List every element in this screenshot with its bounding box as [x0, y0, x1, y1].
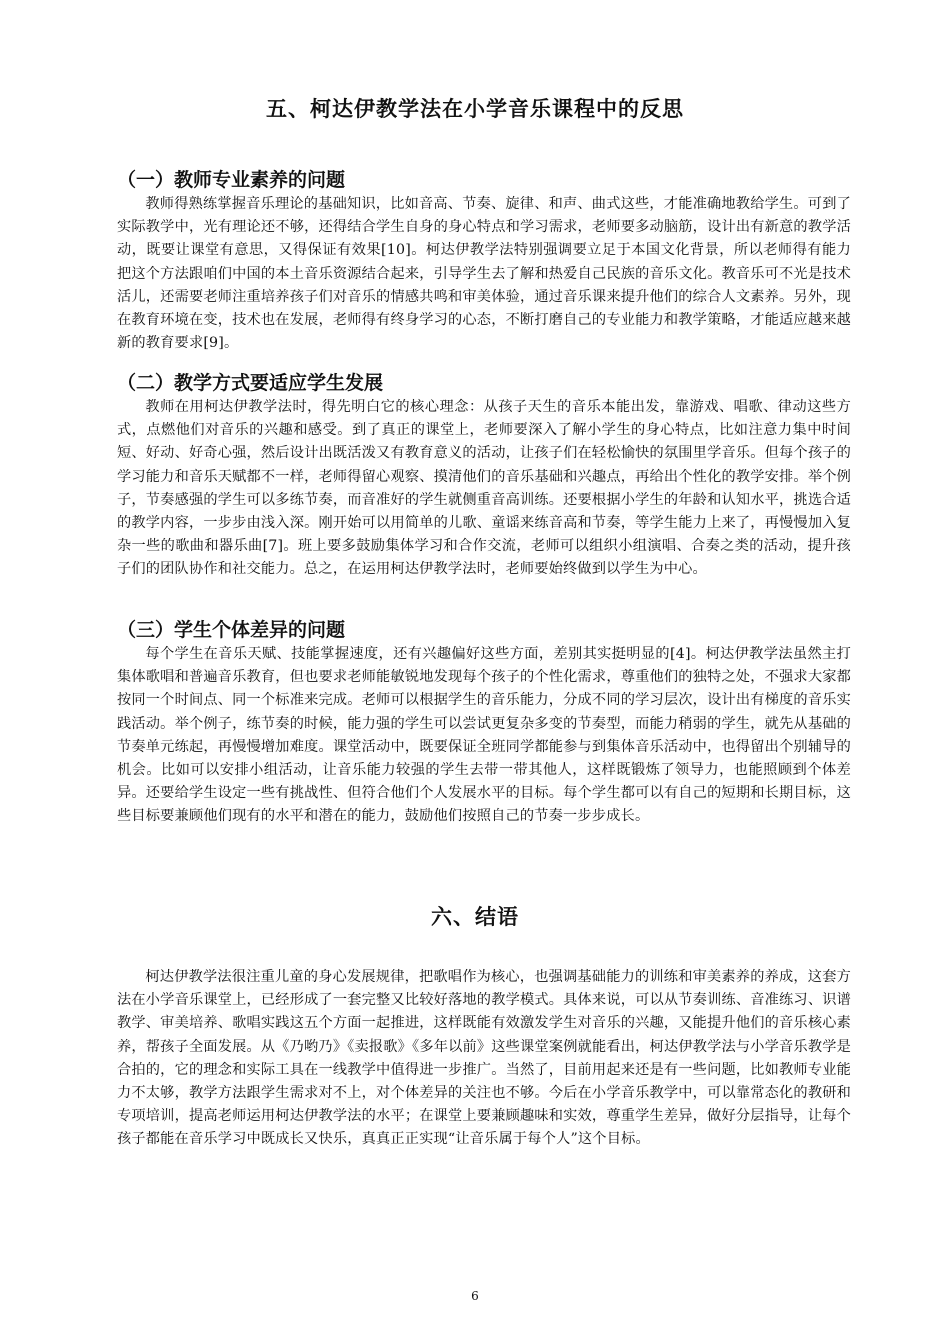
section-2-heading: （二）教学方式要适应学生发展	[117, 372, 384, 394]
conclusion-paragraph: 柯达伊教学法很注重儿童的身心发展规律，把歌唱作为核心，也强调基础能力的训练和审美素养的养成，这套方法在小学音乐课堂上，已经形成了一套完整又比较好落地的教学模式。具体来说，可以从节奏训练、音准练习、识谱教学、审美培养、歌唱实践这五个方面一起推进，这样既能有效激发学生对音乐的兴趣，又能提升他们的音乐核心素养，帮孩子全面发展。从《乃哟乃》《卖报歌》《多年以前》这些课堂案例就能看出，柯达伊教学法与小学音乐教学是合拍的，它的理念和实际工具在一线教学中值得进一步推广。当然了，目前用起来还是有一些问题，比如教师专业能力不太够，教学方法跟学生需求对不上，对个体差异的关注也不够。今后在小学音乐教学中，可以靠常态化的教研和专项培训，提高老师运用柯达伊教学法的水平；在课堂上要兼顾趣味和实效，尊重学生差异，做好分层指导，让每个孩子都能在音乐学习中既成长又快乐，真真正正实现“让音乐属于每个人”这个目标。	[117, 969, 851, 1148]
page-number: 6	[471, 1289, 479, 1303]
section-2-paragraph: 教师在用柯达伊教学法时，得先明白它的核心理念：从孩子天生的音乐本能出发，靠游戏、唱歌、律动这些方式，点燃他们对音乐的兴趣和感受。到了真正的课堂上，老师要深入了解小学生的身心特点，比如注意力集中时间短、好动、好奇心强，然后设计出既活泼又有教育意义的活动，让孩子们在轻松愉快的氛围里学音乐。但每个孩子的学习能力和音乐天赋都不一样，老师得留心观察、摸清他们的音乐基础和兴趣点，再给出个性化的教学安排。举个例子，节奏感强的学生可以多练节奏，而音准好的学生就侧重音高训练。还要根据小学生的年龄和认知水平，挑选合适的教学内容，一步步由浅入深。刚开始可以用简单的儿歌、童谣来练音高和节奏，等学生能力上来了，再慢慢加入复杂一些的歌曲和器乐曲[7]。班上要多鼓励集体学习和合作交流，老师可以组织小组演唱、合奏之类的活动，提升孩子们的团队协作和社交能力。总之，在运用柯达伊教学法时，老师要始终做到以学生为中心。	[117, 399, 851, 578]
section-1-heading: （一）教师专业素养的问题	[117, 169, 346, 191]
section-1-paragraph: 教师得熟练掌握音乐理论的基础知识，比如音高、节奏、旋律、和声、曲式这些，才能准确地教给学生。可到了实际教学中，光有理论还不够，还得结合学生自身的身心特点和学习需求，老师要多动脑筋，设计出有新意的教学活动，既要让课堂有意思，又得保证有效果[10]。柯达伊教学法特别强调要立足于本国文化背景，所以老师得有能力把这个方法跟咱们中国的本土音乐资源结合起来，引导学生去了解和热爱自己民族的音乐文化。教音乐可不光是技术活儿，还需要老师注重培养孩子们对音乐的情感共鸣和审美体验，通过音乐课来提升他们的综合人文素养。另外，现在教育环境在变，技术也在发展，老师得有终身学习的心态，不断打磨自己的专业能力和教学策略，才能适应越来越新的教育要求[9]。	[117, 196, 851, 352]
chapter-6-title: 六、结语	[431, 905, 519, 929]
section-3-heading: （三）学生个体差异的问题	[117, 619, 346, 641]
section-3-paragraph: 每个学生在音乐天赋、技能掌握速度，还有兴趣偏好这些方面，差别其实挺明显的[4]。柯达伊教学法虽然主打集体歌唱和普遍音乐教育，但也要求老师能敏锐地发现每个孩子的个性化需求，尊重他们的独特之处，不强求大家都按同一个时间点、同一个标准来完成。老师可以根据学生的音乐能力，分成不同的学习层次，设计出有梯度的音乐实践活动。举个例子，练节奏的时候，能力强的学生可以尝试更复杂多变的节奏型，而能力稍弱的学生，就先从基础的节奏单元练起，再慢慢增加难度。课堂活动中，既要保证全班同学都能参与到集体音乐活动中，也得留出个别辅导的机会。比如可以安排小组活动，让音乐能力较强的学生去带一带其他人，这样既锻炼了领导力，也能照顾到个体差异。还要给学生设定一些有挑战性、但符合他们个人发展水平的目标。每个学生都可以有自己的短期和长期目标，这些目标要兼顾他们现有的水平和潜在的能力，鼓励他们按照自己的节奏一步步成长。	[117, 646, 851, 825]
chapter-5-title: 五、柯达伊教学法在小学音乐课程中的反思	[266, 97, 684, 121]
